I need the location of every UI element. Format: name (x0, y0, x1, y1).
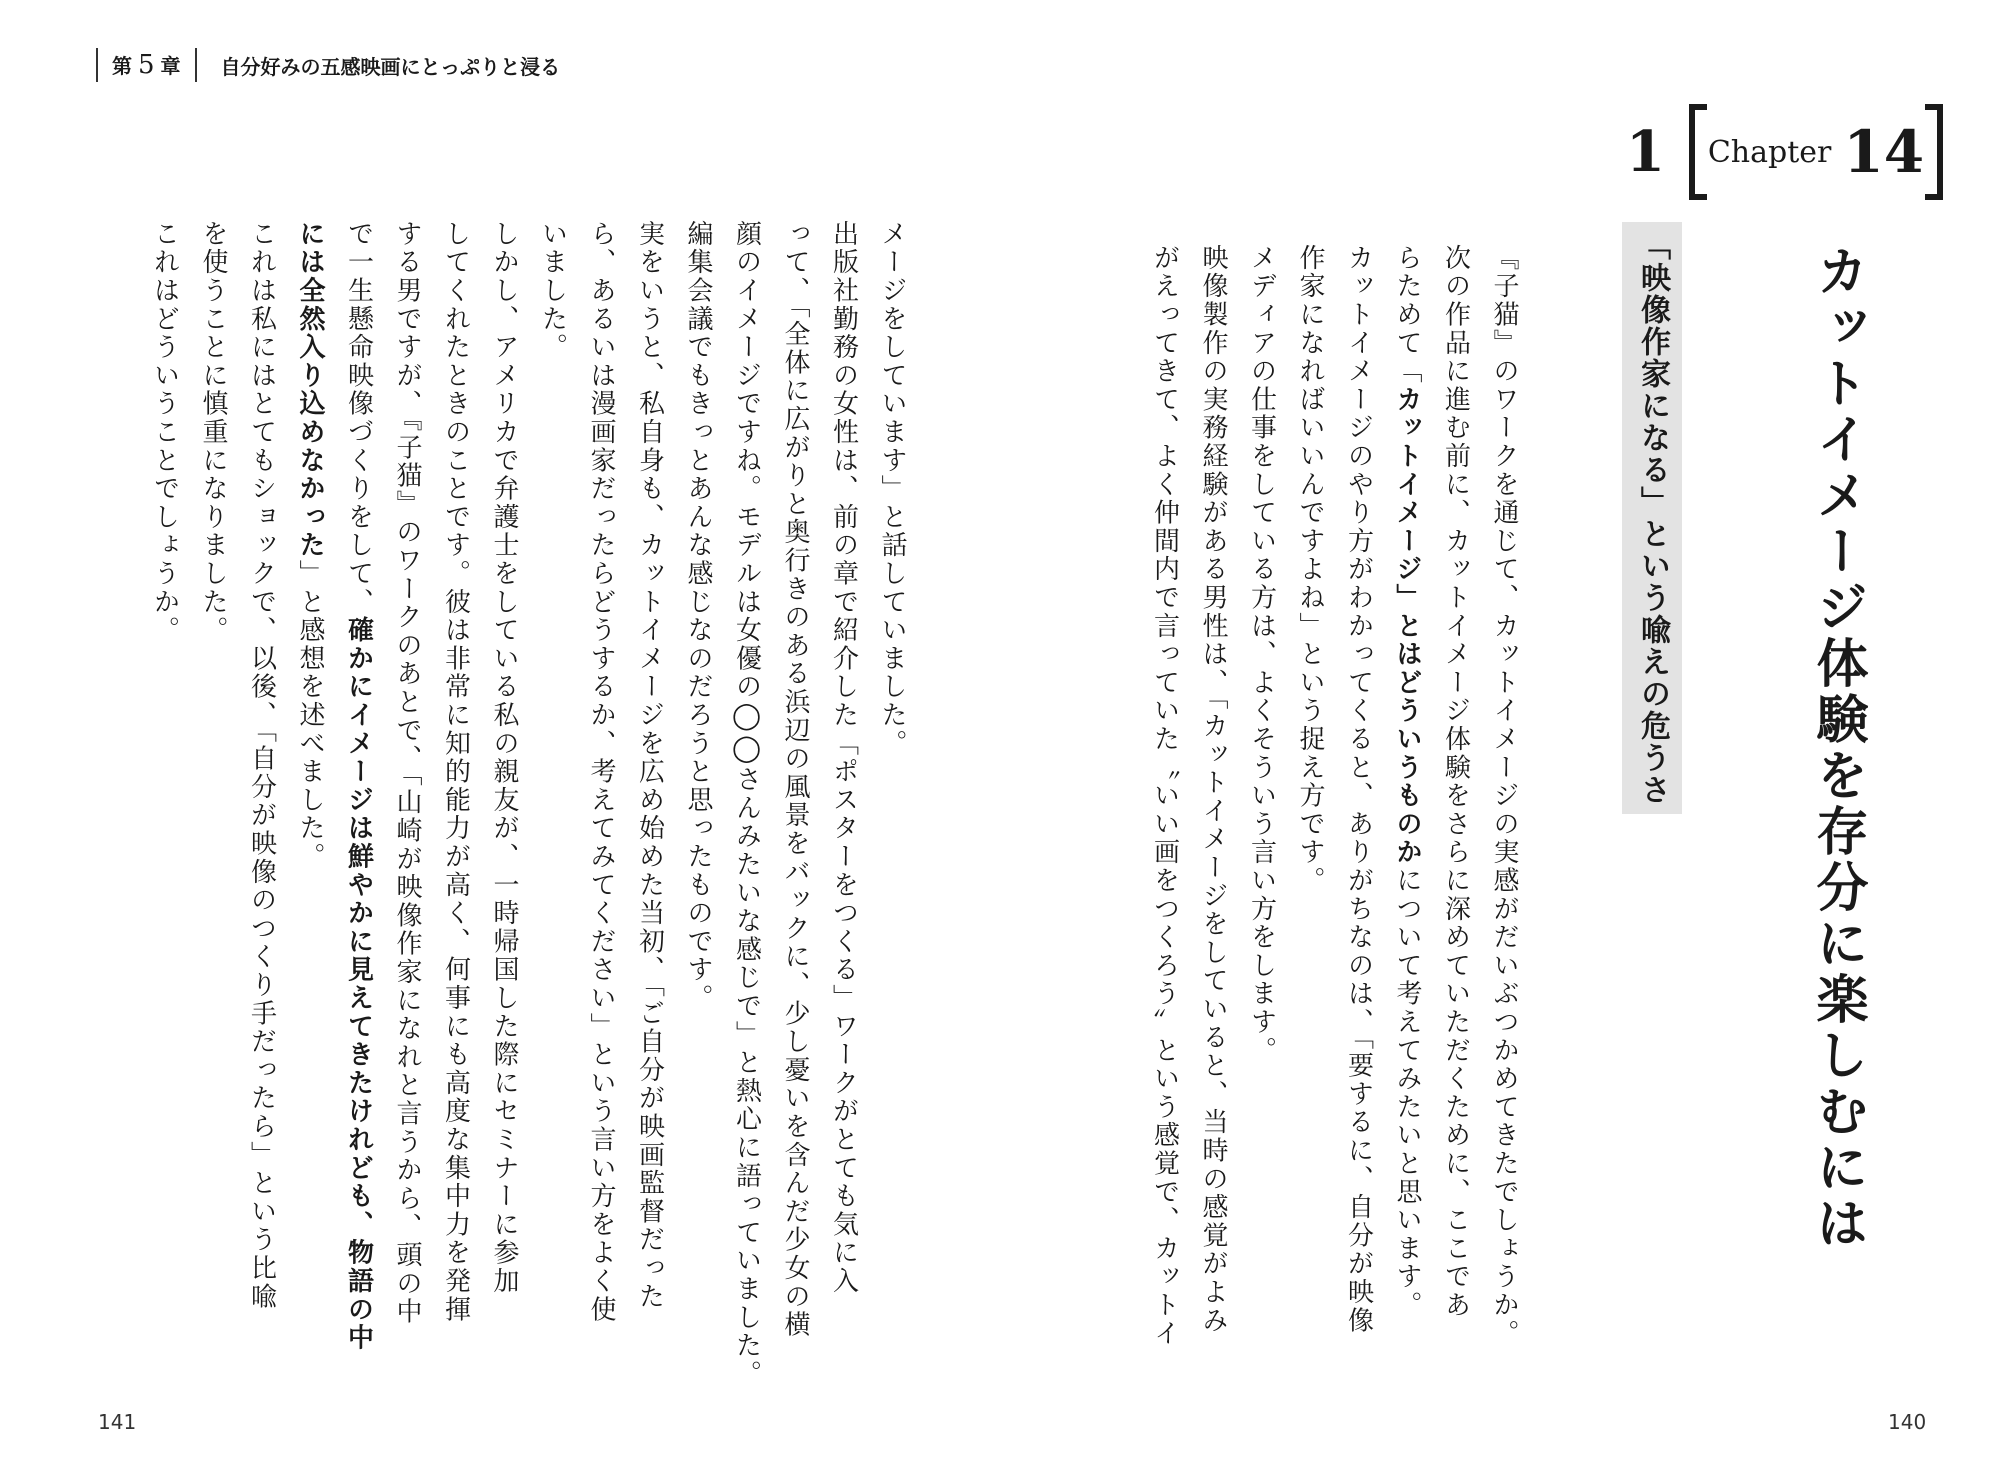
chapter-big-number: 14 (1843, 118, 1925, 186)
chapter-label (112, 50, 181, 80)
bold-phrase: には全然入り込めなかった (295, 220, 325, 560)
body-line: いました。 (537, 220, 568, 362)
main-title: カットイメージ体験を存分に楽しむには (1807, 244, 1867, 1252)
bold-phrase: カットイメージ」とはどういうものか (1392, 385, 1422, 867)
chapter-badge (1626, 104, 1943, 200)
body-line: について考えてみたいと思います。 (1392, 866, 1422, 1320)
body-line: これは私にはとてもショックで、以後、「自分が映像のつくり手だったら」という比喩 (246, 220, 277, 1311)
body-line: メディアの仕事をしている方は、よくそういう言い方をします。 (1246, 244, 1277, 1065)
body-line: を使うことに慎重になりました。 (198, 220, 228, 645)
running-header (96, 48, 560, 82)
body-line: って、「全体に広がりと奥行きのある浜辺の風景をバックに、少し憂いを含んだ少女の横 (780, 220, 810, 1339)
body-line: してくれたときのことです。彼は非常に知的能力が高く、何事にも高度な集中力を発揮 (440, 220, 471, 1324)
body-line: がえってきて、よく仲間内で言っていた〝いい画をつくろう〟という感覚で、カットイ (1149, 244, 1180, 1348)
body-line: これはどういうことでしょうか。 (149, 220, 180, 645)
body-line: ら、あるいは漫画家だったらどうするか、考えてみてください」という言い方をよく使 (586, 220, 616, 1324)
page-number-right: 140 (1888, 1410, 1927, 1434)
right-page-body (1140, 244, 1528, 1348)
chapter-prefix: 第 (112, 54, 132, 78)
body-line: 作家になればいいんですよね」という捉え方です。 (1295, 244, 1325, 895)
body-line: 顔のイメージですね。モデルは女優の◯◯さんみたいな感じで」と熱心に語っていました。 (731, 220, 762, 1389)
header-title: 自分好みの五感映画にとっぷりと浸る (220, 54, 561, 79)
body-line: で一生懸命映像づくりをして、 (343, 220, 374, 617)
body-line: メージをしています」と話していました。 (877, 220, 907, 758)
body-line: 次の作品に進む前に、カットイメージ体験をさらに深めていただくために、ここであ (1440, 244, 1471, 1320)
body-line: する男ですが、『子猫』のワークのあとで、「山崎が映像作家になれと言うから、頭の中 (392, 220, 422, 1326)
chapter-word: Chapter (1707, 134, 1832, 170)
body-line: 実をいうと、私自身も、カットイメージを広め始めた当初、「ご自分が映画監督だった (634, 220, 665, 1311)
chapter-suffix: 章 (160, 54, 181, 78)
section-subtitle: 「映像作家になる」という喩えの危うさ (1622, 222, 1682, 814)
header-rule-left (96, 48, 98, 82)
section-number: 1 (1626, 119, 1665, 185)
page-number-left: 141 (98, 1410, 137, 1434)
body-line: 映像製作の実務経験がある男性は、「カットイメージをしていると、当時の感覚がよみ (1198, 244, 1228, 1335)
body-line: しかし、アメリカで弁護士をしている私の親友が、一時帰国した際にセミナーに参加 (489, 220, 519, 1296)
chapter-bracket (1689, 104, 1943, 200)
header-rule-right (195, 48, 197, 82)
body-line: らためて「 (1392, 244, 1422, 386)
body-line: 出版社勤務の女性は、前の章で紹介した「ポスターをつくる」ワークがとても気に入 (828, 220, 859, 1296)
body-line: 」と感想を述べました。 (295, 559, 325, 871)
body-line: カットイメージのやり方がわかってくると、ありがちなのは、「要するに、自分が映像 (1343, 244, 1374, 1335)
body-line: 編集会議でもきっとあんな感じなのだろうと思ったものです。 (683, 220, 713, 1013)
body-line: 『子猫』のワークを通じて、カットイメージの実感がだいぶつかめてきたでしょうか。 (1489, 244, 1519, 1348)
left-page-body (140, 220, 916, 1388)
bold-phrase: 確かにイメージは鮮やかに見えてきたけれども、物語の中 (343, 616, 374, 1353)
chapter-number: 5 (138, 50, 155, 80)
